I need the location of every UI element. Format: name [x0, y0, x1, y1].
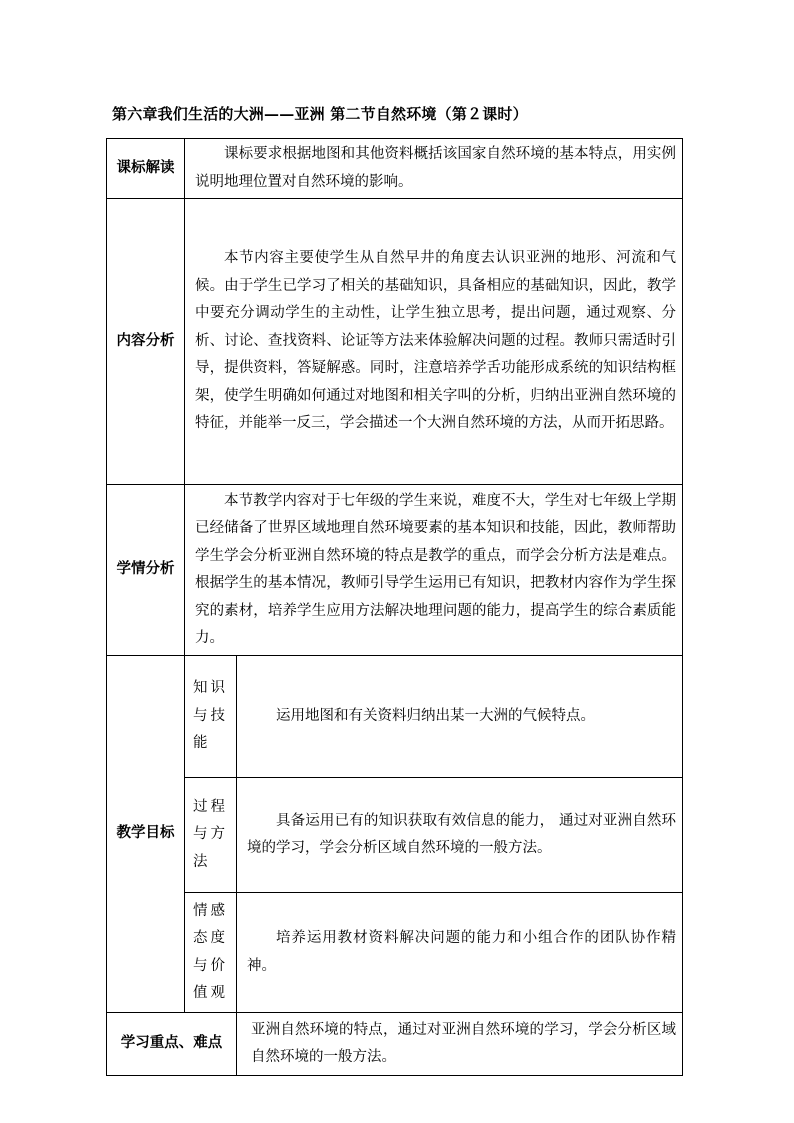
row-text-students: 本节教学内容对于七年级的学生来说，难度不大，学生对七年级上学期已经储备了世界区域地理自然环境要素的基本知识和技能，因此，教师帮助学生学会分析亚洲自然环境的特点是教学的重点，而学会分析方法是难点。根据学生的基本情况，教师引导学生运用已有知识，把教材内容作为学生探究的素材，培养学生应用方法解决地理问题的能力，提高学生的综合素质能力。	[185, 485, 683, 656]
row-text-content: 本节内容主要使学生从自然早井的角度去认识亚洲的地形、河流和气候。由于学生已学习了相关的基础知识，具备相应的基础知识，因此，教学中要充分调动学生的主动性，让学生独立思考，提出问题，通过观察、分析、讨论、查找资料、论证等方法来体验解决问题的过程。教师只需适时引导，提供资料，答疑解惑。同时，注意培养学舌功能形成系统的知识结构框架，使学生明确如何通过对地图和相关字叫的分析，归纳出亚洲自然环境的特征，并能举一反三，学会描述一个大洲自然环境的方法，从而开拓思路。	[185, 199, 683, 485]
row-keypoints	[107, 1013, 683, 1076]
row-standard	[107, 139, 683, 199]
row-students	[107, 485, 683, 656]
objective-label-1: 知识与技能	[185, 656, 237, 778]
row-label-content: 内容分析	[107, 199, 185, 485]
row-text-keypoints: 亚洲自然环境的特点，通过对亚洲自然环境的学习，学会分析区域自然环境的一般方法。	[237, 1013, 683, 1076]
document-title: 第六章我们生活的大洲——亚洲 第二节自然环境（第２课时）	[112, 105, 528, 123]
row-label-students: 学情分析	[107, 485, 185, 656]
row-text-standard: 课标要求根据地图和其他资料概括该国家自然环境的基本特点，用实例说明地理位置对自然环境的影响。	[185, 139, 683, 199]
row-label-objectives: 教学目标	[107, 656, 185, 1013]
lesson-plan-table	[106, 138, 683, 1076]
row-content	[107, 199, 683, 485]
objective-text-1: 运用地图和有关资料归纳出某一大洲的气候特点。	[237, 656, 683, 778]
objective-label-2: 过程与方法	[185, 778, 237, 893]
row-objective-2	[107, 778, 683, 893]
row-objective-3	[107, 893, 683, 1013]
objective-text-2: 具备运用已有的知识获取有效信息的能力， 通过对亚洲自然环境的学习，学会分析区域自然环境的一般方法。	[237, 778, 683, 893]
objective-text-3: 培养运用教材资料解决问题的能力和小组合作的团队协作精神。	[237, 893, 683, 1013]
objective-label-3: 情感态度与价值观	[185, 893, 237, 1013]
row-objective-1	[107, 656, 683, 778]
row-label-keypoints: 学习重点、难点	[107, 1013, 237, 1076]
row-label-standard: 课标解读	[107, 139, 185, 199]
